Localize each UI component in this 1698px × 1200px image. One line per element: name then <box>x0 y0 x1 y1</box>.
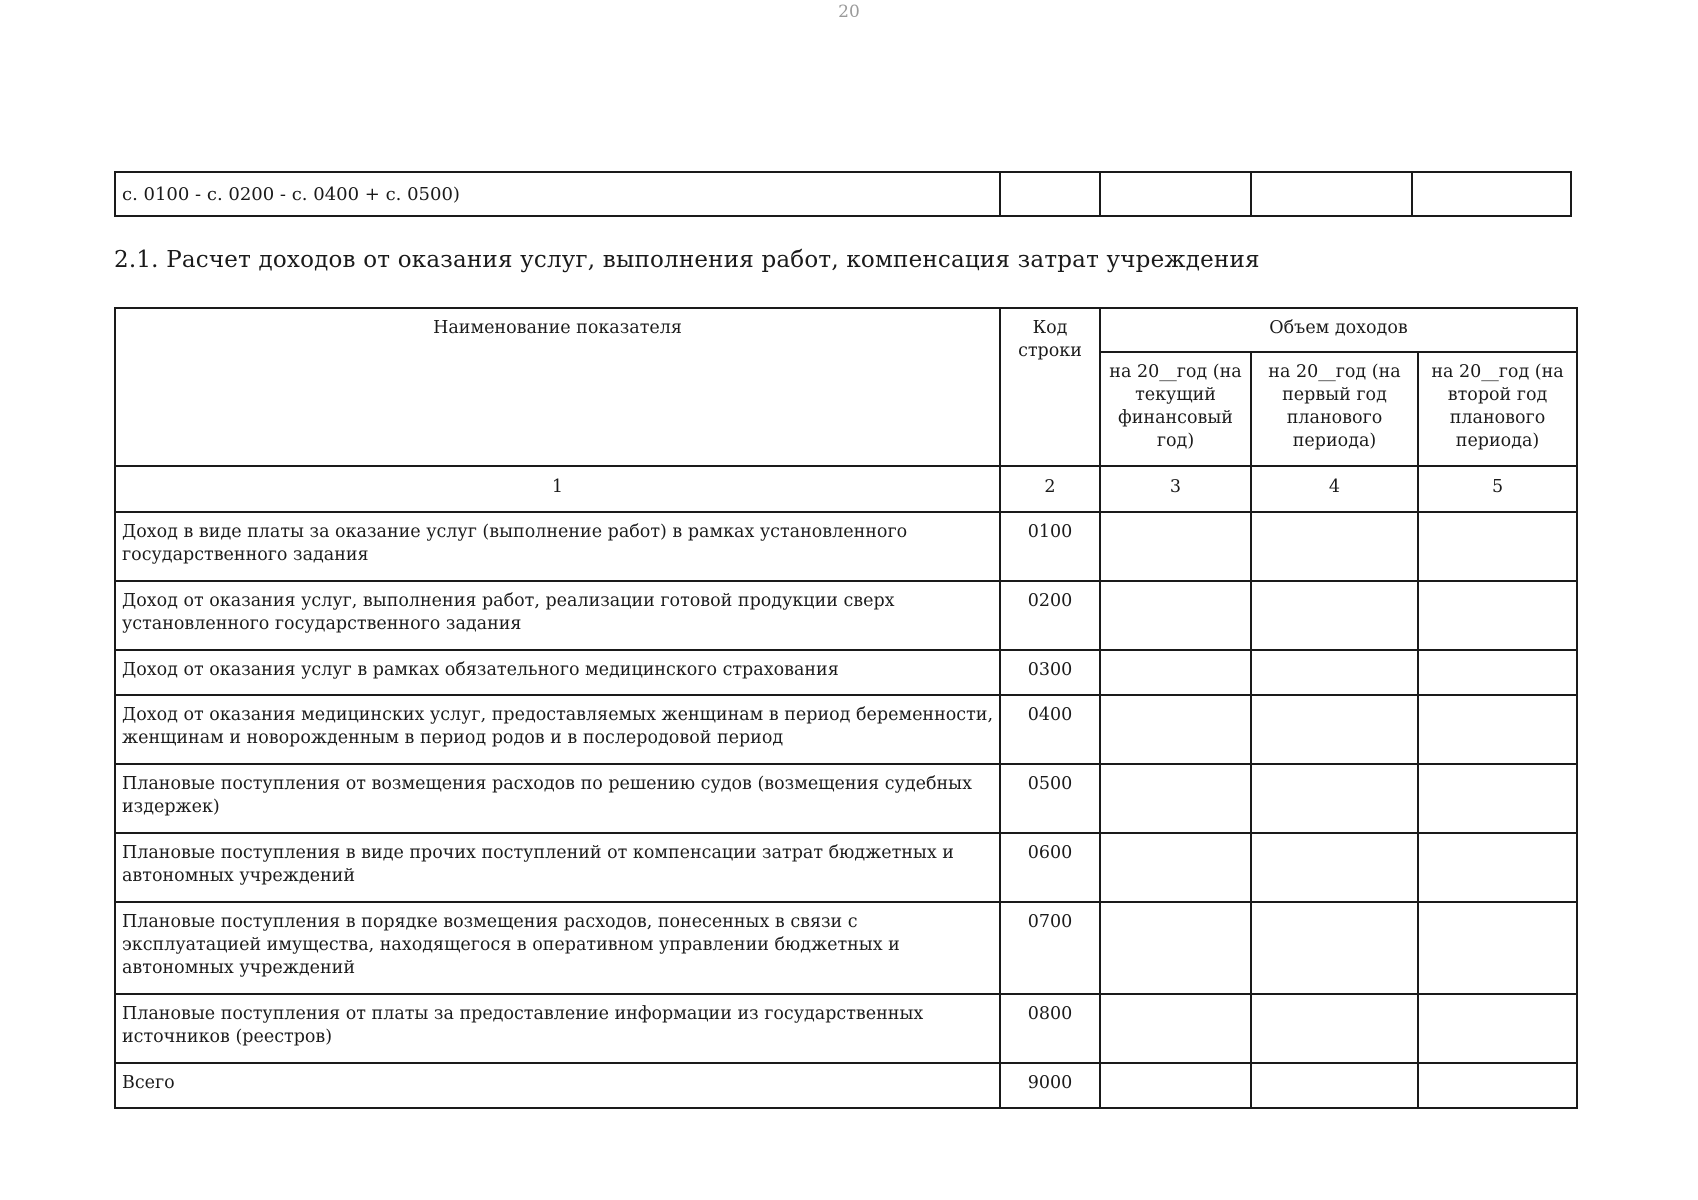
previous-table-fragment <box>114 171 1572 217</box>
indicator-name: Плановые поступления в виде прочих поступлений от компенсации затрат бюджетных и автономных учреждений <box>115 833 1000 902</box>
table-row <box>115 512 1577 581</box>
column-number: 1 <box>115 466 1000 512</box>
value-cell[interactable] <box>1251 581 1418 650</box>
table-row <box>115 833 1577 902</box>
header-row <box>115 308 1577 352</box>
table-cell <box>1251 172 1412 216</box>
table-cell <box>1100 172 1251 216</box>
value-cell[interactable] <box>1418 1063 1577 1108</box>
header-income-volume: Объем доходов <box>1100 308 1577 352</box>
row-code: 0700 <box>1000 902 1100 994</box>
table-row <box>115 695 1577 764</box>
indicator-name: Доход в виде платы за оказание услуг (выполнение работ) в рамках установленного государственного задания <box>115 512 1000 581</box>
table-row <box>115 994 1577 1063</box>
income-calculation-table <box>114 307 1578 1109</box>
column-number-row <box>115 466 1577 512</box>
table-row <box>115 650 1577 695</box>
column-number: 2 <box>1000 466 1100 512</box>
indicator-name: Всего <box>115 1063 1000 1108</box>
header-indicator-name: Наименование показателя <box>115 308 1000 466</box>
page-number: 20 <box>838 2 860 22</box>
value-cell[interactable] <box>1418 581 1577 650</box>
value-cell[interactable] <box>1251 902 1418 994</box>
value-cell[interactable] <box>1251 994 1418 1063</box>
table-cell <box>1000 172 1100 216</box>
column-number: 4 <box>1251 466 1418 512</box>
indicator-name: Плановые поступления в порядке возмещения расходов, понесенных в связи с эксплуатацией имущества, находящегося в оперативном управлении бюджетных и автономных учреждений <box>115 902 1000 994</box>
indicator-name: Доход от оказания медицинских услуг, предоставляемых женщинам в период беременности, женщинам и новорожденным в период родов и в послеродовой период <box>115 695 1000 764</box>
table-row <box>115 581 1577 650</box>
value-cell[interactable] <box>1418 833 1577 902</box>
value-cell[interactable] <box>1100 994 1251 1063</box>
value-cell[interactable] <box>1100 833 1251 902</box>
fragment-formula-cell: с. 0100 - с. 0200 - с. 0400 + с. 0500) <box>115 172 1000 216</box>
section-title: 2.1. Расчет доходов от оказания услуг, выполнения работ, компенсация затрат учреждения <box>114 247 1260 273</box>
table-row <box>115 172 1571 216</box>
value-cell[interactable] <box>1100 1063 1251 1108</box>
indicator-name: Доход от оказания услуг в рамках обязательного медицинского страхования <box>115 650 1000 695</box>
table-row <box>115 1063 1577 1108</box>
row-code: 9000 <box>1000 1063 1100 1108</box>
header-first-plan-year: на 20__год (на первый год планового периода) <box>1251 352 1418 466</box>
column-number: 5 <box>1418 466 1577 512</box>
indicator-name: Плановые поступления от платы за предоставление информации из государственных источников (реестров) <box>115 994 1000 1063</box>
row-code: 0800 <box>1000 994 1100 1063</box>
value-cell[interactable] <box>1418 650 1577 695</box>
indicator-name: Доход от оказания услуг, выполнения работ, реализации готовой продукции сверх установленного государственного задания <box>115 581 1000 650</box>
column-number: 3 <box>1100 466 1251 512</box>
value-cell[interactable] <box>1100 764 1251 833</box>
table-row <box>115 902 1577 994</box>
table-row <box>115 764 1577 833</box>
value-cell[interactable] <box>1418 512 1577 581</box>
value-cell[interactable] <box>1418 902 1577 994</box>
value-cell[interactable] <box>1251 833 1418 902</box>
value-cell[interactable] <box>1418 994 1577 1063</box>
table-cell <box>1412 172 1571 216</box>
value-cell[interactable] <box>1100 902 1251 994</box>
value-cell[interactable] <box>1251 695 1418 764</box>
value-cell[interactable] <box>1100 581 1251 650</box>
row-code: 0600 <box>1000 833 1100 902</box>
row-code: 0100 <box>1000 512 1100 581</box>
value-cell[interactable] <box>1100 650 1251 695</box>
value-cell[interactable] <box>1100 512 1251 581</box>
header-row-code: Код строки <box>1000 308 1100 466</box>
row-code: 0500 <box>1000 764 1100 833</box>
header-second-plan-year: на 20__год (на второй год планового периода) <box>1418 352 1577 466</box>
row-code: 0400 <box>1000 695 1100 764</box>
value-cell[interactable] <box>1251 650 1418 695</box>
value-cell[interactable] <box>1418 695 1577 764</box>
indicator-name: Плановые поступления от возмещения расходов по решению судов (возмещения судебных издержек) <box>115 764 1000 833</box>
row-code: 0200 <box>1000 581 1100 650</box>
header-current-year: на 20__год (на текущий финансовый год) <box>1100 352 1251 466</box>
value-cell[interactable] <box>1251 1063 1418 1108</box>
value-cell[interactable] <box>1100 695 1251 764</box>
value-cell[interactable] <box>1251 764 1418 833</box>
value-cell[interactable] <box>1251 512 1418 581</box>
row-code: 0300 <box>1000 650 1100 695</box>
value-cell[interactable] <box>1418 764 1577 833</box>
